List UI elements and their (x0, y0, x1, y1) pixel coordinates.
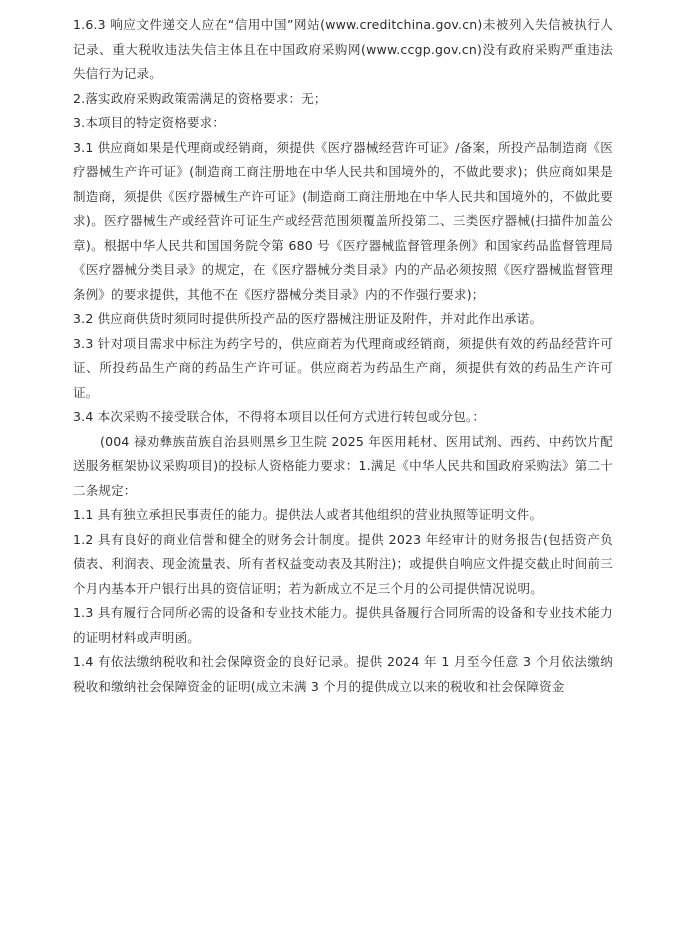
paragraph-3-1-medical-device-license: 3.1 供应商如果是代理商或经销商，须提供《医疗器械经营许可证》/备案，所投产品制造商《医疗器械生产许可证》(制造商工商注册地在中华人民共和国境外的，不做此要求)；供应商如果是制造商，须提供《医疗器械生产许可证》(制造商工商注册地在中华人民共和国境外的，不做此要求)。医疗器械生产或经营许可证生产或经营范围须覆盖所投第二、三类医疗器械(扫描件加盖公章)。根据中华人民共和国国务院令第 680 号《医疗器械监督管理条例》和国家药品监督管理局《医疗器械分类目录》的规定，在《医疗器械分类目录》内的产品必须按照《医疗器械监督管理条例》的要求提供，其他不在《医疗器械分类目录》内的不作强行要求)； (73, 139, 613, 302)
paragraph-1-4-tax-social-security: 1.4 有依法缴纳税收和社会保障资金的良好记录。提供 2024 年 1 月至今任意 3 个月依法缴纳税收和缴纳社会保障资金的证明(成立未满 3 个月的提供成立以来的税收和社会保障资金 (73, 654, 613, 694)
paragraph-2-policy-requirement: 2.落实政府采购政策需满足的资格要求：无； (73, 90, 327, 106)
paragraph-3-specific-requirements-heading: 3.本项目的特定资格要求： (73, 115, 226, 130)
paragraph-1-1-civil-liability: 1.1 具有独立承担民事责任的能力。提供法人或者其他组织的营业执照等证明文件。 (73, 507, 543, 522)
paragraph-project-004-qualification: (004 禄劝彝族苗族自治县则黑乡卫生院 2025 年医用耗材、医用试剂、西药、中药饮片配送服务框架协议采购项目)的投标人资格能力要求：1.满足《中华人民共和国政府采购法》第二十二条规定： (73, 433, 613, 498)
paragraph-1-3-equipment-capability: 1.3 具有履行合同所必需的设备和专业技术能力。提供具备履行合同所需的设备和专业技术能力的证明材料或声明函。 (73, 605, 613, 645)
paragraph-3-2-registration-certificate: 3.2 供应商供货时须同时提供所投产品的医疗器械注册证及附件，并对此作出承诺。 (73, 311, 543, 326)
document-body (73, 13, 613, 699)
paragraph-1-2-financial-system: 1.2 具有良好的商业信誉和健全的财务会计制度。提供 2023 年经审计的财务报告(包括资产负债表、利润表、现金流量表、所有者权益变动表及其附注)；或提供自响应文件提交截止时间前三个月内基本开户银行出具的资信证明；若为新成立不足三个月的公司提供情况说明。 (73, 531, 613, 596)
paragraph-3-4-no-consortium: 3.4 本次采购不接受联合体，不得将本项目以任何方式进行转包或分包。： (73, 409, 486, 424)
paragraph-1-6-3-credit-record: 1.6.3 响应文件递交人应在“信用中国”网站(www.creditchina.gov.cn)未被列入失信被执行人记录、重大税收违法失信主体且在中国政府采购网(www.ccgp.gov.cn)没有政府采购严重违法失信行为记录。 (73, 17, 613, 81)
paragraph-3-3-drug-license: 3.3 针对项目需求中标注为药字号的，供应商若为代理商或经销商，须提供有效的药品经营许可证、所投药品生产商的药品生产许可证。供应商若为药品生产商，须提供有效的药品生产许可证。 (73, 335, 613, 400)
